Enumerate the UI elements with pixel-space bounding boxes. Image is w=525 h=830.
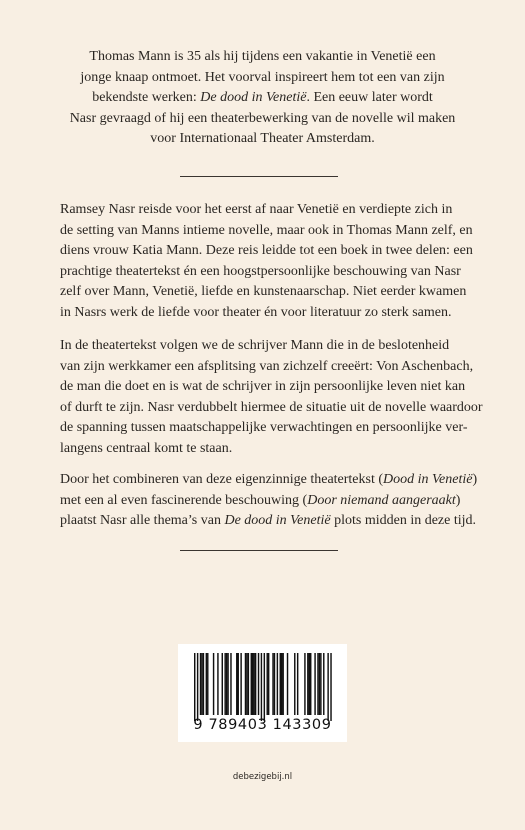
paragraph-line: met een al even fascinerende beschouwing (Door niemand aangeraakt) <box>60 492 461 508</box>
paragraph-line: van zijn werkkamer een afsplitsing van zichzelf creeërt: Von Aschenbach, <box>60 358 474 374</box>
paragraph-line: Ramsey Nasr reisde voor het eerst af naar Venetië en verdiepte zich in <box>60 202 453 217</box>
barcode-bar <box>274 653 275 715</box>
book-title: Dood in Venetië <box>383 472 473 487</box>
barcode-bar <box>222 653 223 715</box>
barcode-bar <box>251 653 252 715</box>
barcode-bar <box>194 653 195 721</box>
paragraph-1 <box>60 200 472 323</box>
paragraph-line: Door het combineren van deze eigenzinnige theatertekst (Dood in Venetië) <box>60 472 478 487</box>
barcode-bar <box>280 653 281 715</box>
barcode-bar <box>320 653 321 715</box>
barcode-bar <box>314 653 315 715</box>
barcode-bar <box>330 653 331 721</box>
barcode-bar <box>277 653 278 715</box>
book-title: De dood in Venetië <box>224 513 331 528</box>
intro-paragraph <box>60 47 465 150</box>
paragraph-line: in Nasrs werk de liefde voor theater én voor literatuur zo sterk samen. <box>60 304 452 320</box>
divider-top <box>180 176 338 177</box>
barcode-bar <box>309 653 310 715</box>
barcode-bar <box>213 653 214 715</box>
barcode-bar <box>224 653 225 715</box>
barcode-bar <box>230 653 231 715</box>
barcode-bar <box>245 653 246 715</box>
paragraph-line: de setting van Manns intieme novelle, maar ook in Thomas Mann zelf, en <box>60 222 473 238</box>
isbn-barcode <box>178 644 347 742</box>
divider-bottom <box>180 550 338 551</box>
barcode-bar <box>304 653 305 715</box>
barcode-bar <box>217 653 218 715</box>
barcode-bar <box>272 653 273 715</box>
paragraph-line: prachtige theatertekst én een hoogstpersoonlijke beschouwing van Nasr <box>60 263 461 279</box>
book-title: De dood in Venetië <box>200 90 307 105</box>
barcode-bar <box>207 653 208 715</box>
barcode-bar <box>307 653 308 715</box>
barcode-bar <box>310 653 311 715</box>
barcode-bar <box>240 653 241 715</box>
barcode-bar <box>201 653 202 715</box>
intro-line: bekendste werken: De dood in Venetië. Een eeuw later wordt <box>92 90 433 105</box>
paragraph-line: langens centraal komt te staan. <box>60 440 233 456</box>
publisher-url: debezigebij.nl <box>232 772 293 782</box>
barcode-bar <box>297 653 298 715</box>
barcode-bar <box>200 653 201 715</box>
paragraph-line: In de theatertekst volgen we de schrijver Mann die in de beslotenheid <box>60 338 450 353</box>
barcode-bar <box>238 653 239 715</box>
barcode-bar <box>267 653 268 715</box>
barcode-bar <box>282 653 283 715</box>
paragraph-line: of durft te zijn. Nasr verdubbelt hiermee de situatie uit de novelle waardoor <box>60 399 483 415</box>
barcode-bar <box>294 653 295 715</box>
barcode-bar <box>264 653 265 721</box>
barcode-bar <box>197 653 198 721</box>
paragraph-line: zelf over Mann, Venetië, liefde en kunstenaarschap. Niet eerder kwamen <box>60 284 467 299</box>
book-title: Door niemand aangeraakt <box>307 492 456 508</box>
barcode-bar <box>319 653 320 715</box>
intro-line: jonge knaap ontmoet. Het voorval inspireert hem tot een van zijn <box>80 69 445 85</box>
barcode-bar <box>255 653 256 715</box>
barcode-bar <box>227 653 228 715</box>
intro-line: voor Internationaal Theater Amsterdam. <box>150 131 375 146</box>
barcode-bar <box>253 653 254 715</box>
isbn-number: 9 789403 143309 <box>193 717 332 733</box>
intro-line: Nasr gevraagd of hij een theaterbewerking van de novelle wil maken <box>69 110 456 126</box>
paragraph-line: de spanning tussen maatschappelijke verwachtingen en persoonlijke ver- <box>60 420 468 435</box>
barcode-bar <box>206 653 207 715</box>
barcode-bar <box>226 653 227 715</box>
paragraph-3 <box>60 470 478 532</box>
barcode-bar <box>323 653 324 715</box>
barcode-bar <box>268 653 269 715</box>
barcode-bar <box>236 653 237 715</box>
barcode-bar <box>248 653 249 715</box>
barcode-bar <box>317 653 318 715</box>
intro-line: Thomas Mann is 35 als hij tijdens een vakantie in Venetië een <box>89 49 436 64</box>
paragraph-line: plaatst Nasr alle thema’s van De dood in Venetië plots midden in deze tijd. <box>60 513 477 528</box>
barcode-bar <box>246 653 247 715</box>
paragraph-2 <box>60 336 483 459</box>
barcode-bar <box>252 653 253 715</box>
barcode-bar <box>327 653 328 721</box>
paragraph-line: diens vrouw Katia Mann. Deze reis leidde tot een boek in twee delen: een <box>60 243 473 258</box>
barcode-bar <box>261 653 262 721</box>
barcode-bar <box>203 653 204 715</box>
paragraph-line: de man die doet en is wat de schrijver in zijn persoonlijke leven niet kan <box>60 379 466 394</box>
barcode-bar <box>281 653 282 715</box>
barcode-bar <box>287 653 288 715</box>
barcode-bar <box>258 653 259 715</box>
